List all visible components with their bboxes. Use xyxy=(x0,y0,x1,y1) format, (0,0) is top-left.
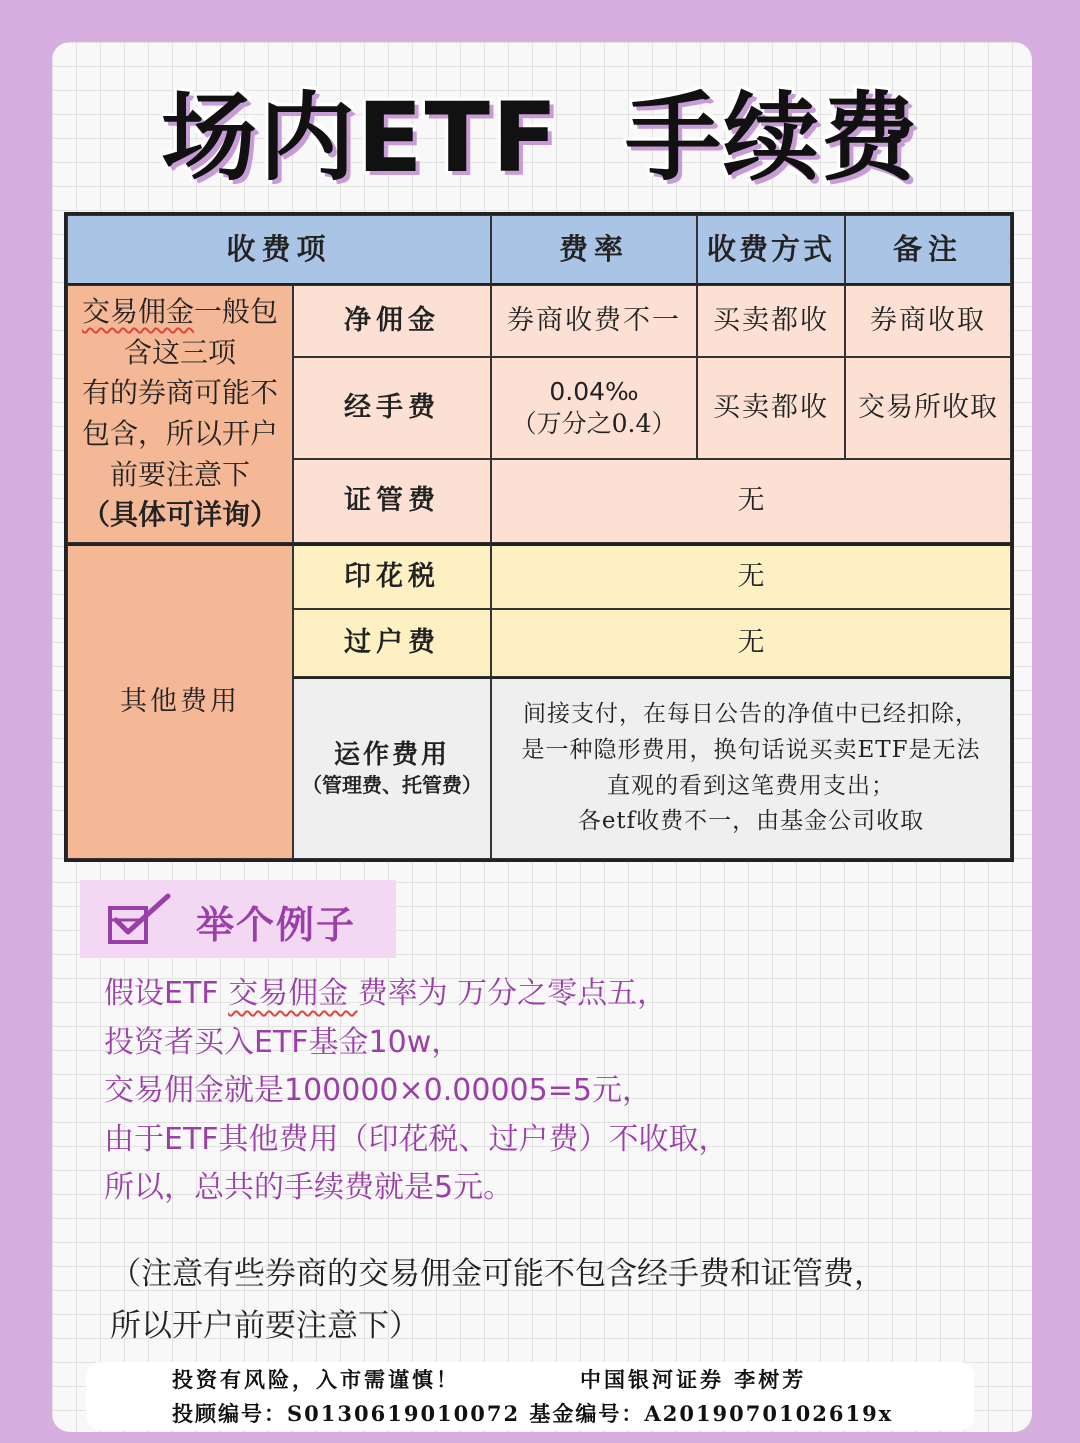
example-line-1-c: 费率为 万分之零点五， xyxy=(357,976,668,1011)
notice-line-2: 所以开户前要注意下） xyxy=(110,1308,420,1344)
footer-line-1 xyxy=(172,1364,806,1394)
row-operating-fee-item xyxy=(293,677,491,859)
example-line-1-highlight: 交易佣金 xyxy=(228,976,358,1011)
row-regulatory-fee-value: 无 xyxy=(491,459,1011,543)
header-rate: 费率 xyxy=(491,215,697,285)
row-regulatory-fee-item: 证管费 xyxy=(293,459,491,543)
page-title: 场内ETF 手续费 xyxy=(160,82,920,194)
commission-note-line1 xyxy=(82,292,278,333)
commission-note-line6: （具体可详询） xyxy=(81,498,278,532)
row-handling-fee-note: 交易所收取 xyxy=(845,357,1011,459)
header-method: 收费方式 xyxy=(697,215,845,285)
other-fees-label: 其他费用 xyxy=(67,543,293,859)
row-stamp-duty-item: 印花税 xyxy=(293,543,491,609)
commission-note xyxy=(67,285,293,543)
commission-note-line5: 前要注意下 xyxy=(109,457,250,491)
footer-line-2: 投顾编号：S0130619010072 基金编号：A2019070102619x xyxy=(172,1401,894,1426)
row-transfer-fee-value: 无 xyxy=(491,609,1011,677)
operating-fee-desc-line3: 直观的看到这笔费用支出； xyxy=(607,772,895,799)
operating-fee-subtitle: （管理费、托管费） xyxy=(302,773,482,798)
row-handling-fee-rate xyxy=(491,357,697,459)
row-net-commission-method: 买卖都收 xyxy=(697,285,845,357)
example-body xyxy=(104,970,729,1213)
operating-fee-description xyxy=(491,677,1011,859)
example-line-3: 交易佣金就是100000×0.00005=5元， xyxy=(104,1073,652,1108)
example-line-2: 投资者买入ETF基金10w， xyxy=(104,1024,462,1060)
operating-fee-title: 运作费用 xyxy=(333,739,450,770)
row-transfer-fee-item: 过户费 xyxy=(293,609,491,677)
handling-fee-rate-text: （万分之0.4） xyxy=(511,409,677,438)
risk-warning: 投资有风险，入市需谨慎！ xyxy=(172,1367,460,1392)
example-line-1-a: 假设ETF xyxy=(104,976,229,1011)
commission-note-line3: 有的券商可能不 xyxy=(81,376,278,410)
commission-note-rest: 一般包 xyxy=(194,295,279,329)
row-handling-fee-method: 买卖都收 xyxy=(697,357,845,459)
operating-fee-desc-line1: 间接支付，在每日公告的净值中已经扣除， xyxy=(523,701,979,728)
example-line-1 xyxy=(104,970,729,1019)
handling-fee-rate-value: 0.04‰ xyxy=(549,376,639,406)
example-heading-box xyxy=(80,880,396,958)
row-net-commission-item: 净佣金 xyxy=(293,285,491,357)
header-note: 备注 xyxy=(845,215,1011,285)
commission-highlight: 交易佣金 xyxy=(81,295,194,329)
fee-table xyxy=(64,212,1014,862)
notice-text xyxy=(110,1248,885,1352)
example-heading: 举个例子 xyxy=(196,903,357,947)
example-line-4: 由于ETF其他费用（印花税、过户费）不收取， xyxy=(104,1121,729,1157)
row-net-commission-rate: 券商收费不一 xyxy=(491,285,697,357)
row-net-commission-note: 券商收取 xyxy=(845,285,1011,357)
checkbox-check-icon xyxy=(106,890,176,950)
commission-note-line2: 含这三项 xyxy=(123,335,236,369)
commission-note-line4: 包含，所以开户 xyxy=(81,417,278,450)
header-item: 收费项 xyxy=(67,215,491,285)
advisor-info: 中国银河证券 李树芳 xyxy=(580,1367,807,1392)
operating-fee-desc-line4: 各etf收费不一，由基金公司收取 xyxy=(577,808,925,835)
operating-fee-desc-line2: 是一种隐形费用，换句话说买卖ETF是无法 xyxy=(521,736,981,763)
row-handling-fee-item: 经手费 xyxy=(293,357,491,459)
notice-line-1: （注意有些券商的交易佣金可能不包含经手费和证管费， xyxy=(110,1256,885,1292)
example-line-5: 所以，总共的手续费就是5元。 xyxy=(104,1170,514,1205)
row-stamp-duty-value: 无 xyxy=(491,543,1011,609)
